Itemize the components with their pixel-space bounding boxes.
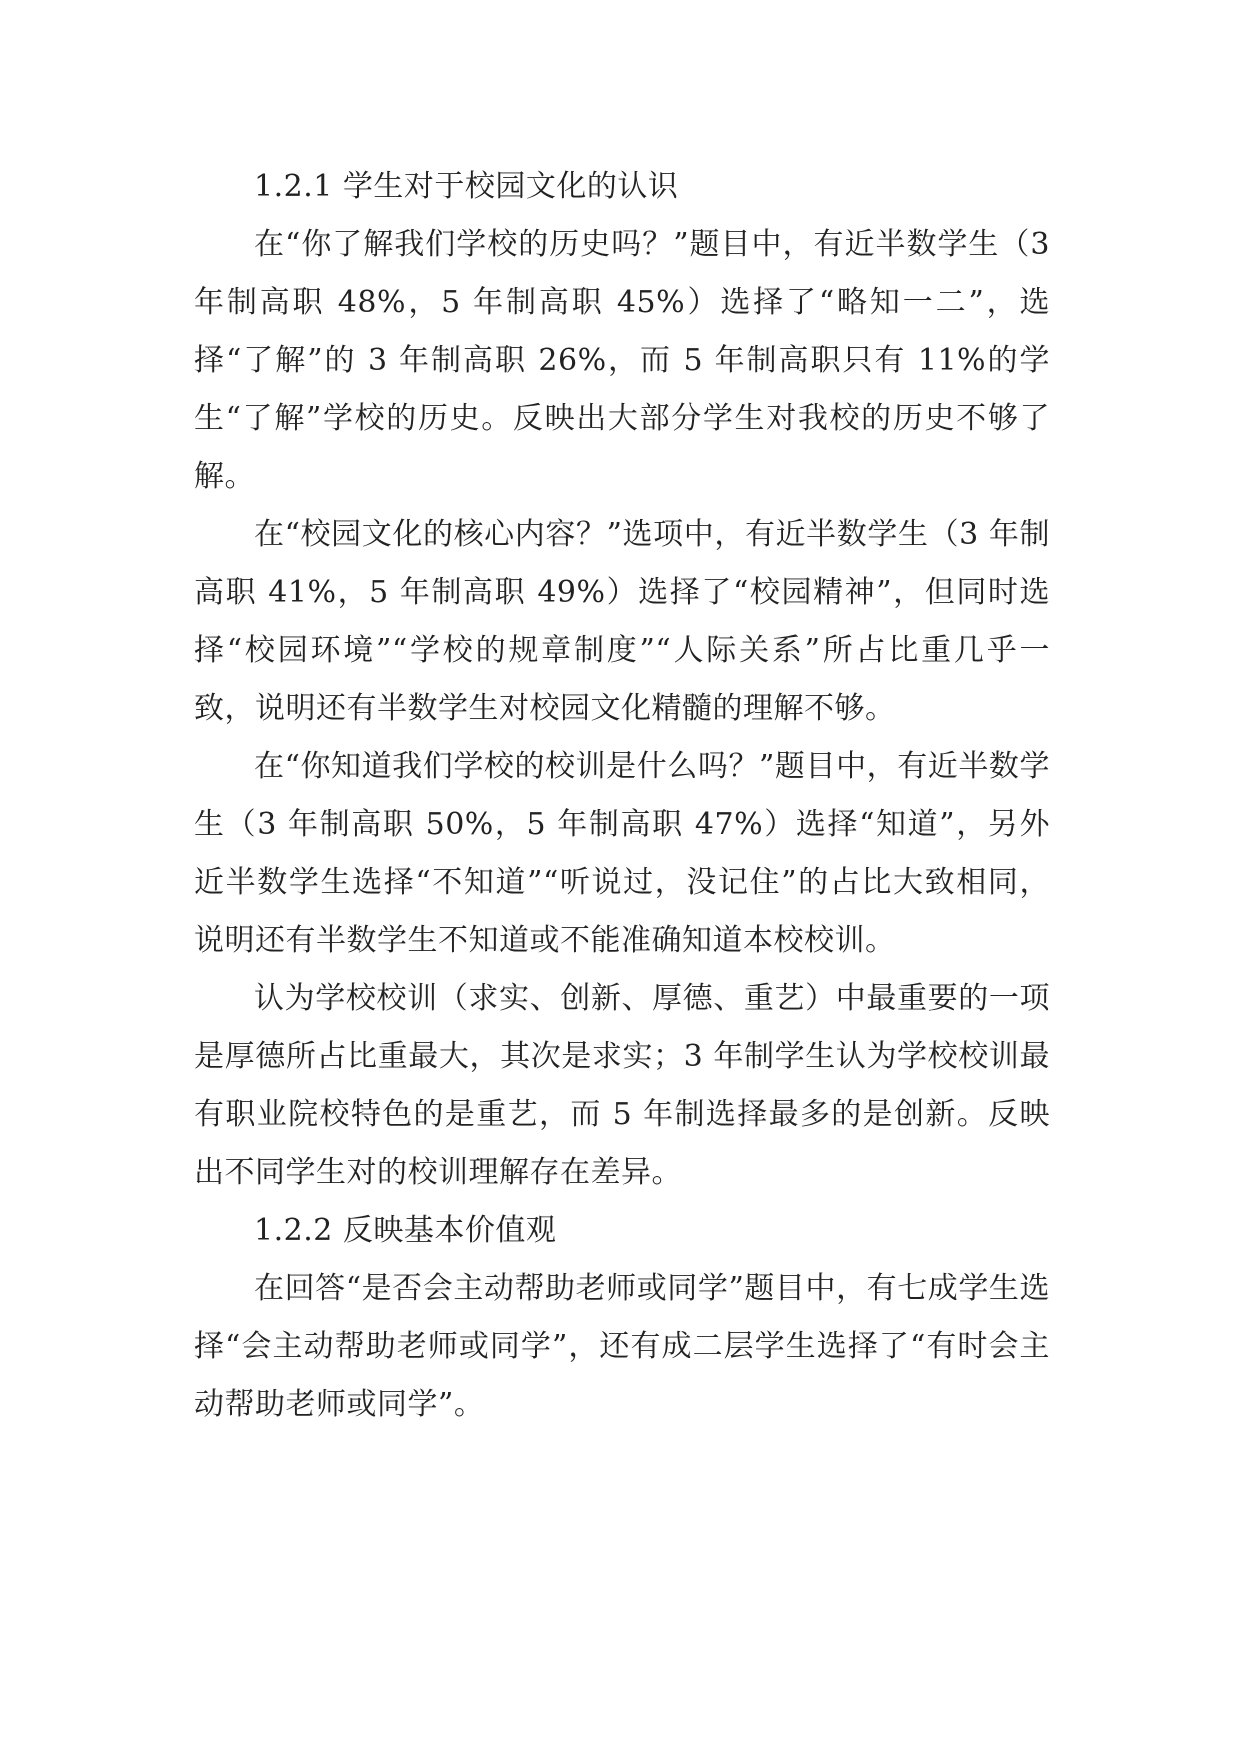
paragraph-helping-others: 在回答“是否会主动帮助老师或同学”题目中，有七成学生选择“会主动帮助老师或同学”，还有成二层学生选择了“有时会主动帮助老师或同学”。 [194, 1271, 1050, 1422]
paragraph-school-history: 在“你了解我们学校的历史吗？”题目中，有近半数学生（3 年制高职 48%，5 年制高职 45%）选择了“略知一二”，选择“了解”的 3 年制高职 26%，而 5 年制高职只有 11%的学生“了解”学校的历史。反映出大部分学生对我校的历史不够了解。 [194, 227, 1050, 494]
document-body [194, 158, 1050, 1434]
paragraph-school-motto-importance: 认为学校校训（求实、创新、厚德、重艺）中最重要的一项是厚德所占比重最大，其次是求实；3 年制学生认为学校校训最有职业院校特色的是重艺，而 5 年制选择最多的是创新。反映出不同学生对的校训理解存在差异。 [194, 981, 1050, 1190]
paragraph-school-motto-awareness: 在“你知道我们学校的校训是什么吗？”题目中，有近半数学生（3 年制高职 50%，5 年制高职 47%）选择“知道”，另外近半数学生选择“不知道”“听说过，没记住”的占比大致相同，说明还有半数学生不知道或不能准确知道本校校训。 [194, 749, 1050, 958]
section-heading-1-2-2: 1.2.2 反映基本价值观 [254, 1213, 557, 1248]
section-heading-1-2-1: 1.2.1 学生对于校园文化的认识 [254, 169, 679, 204]
paragraph-campus-culture-core: 在“校园文化的核心内容？”选项中，有近半数学生（3 年制高职 41%，5 年制高职 49%）选择了“校园精神”，但同时选择“校园环境”“学校的规章制度”“人际关系”所占比重几乎一致，说明还有半数学生对校园文化精髓的理解不够。 [194, 517, 1050, 726]
